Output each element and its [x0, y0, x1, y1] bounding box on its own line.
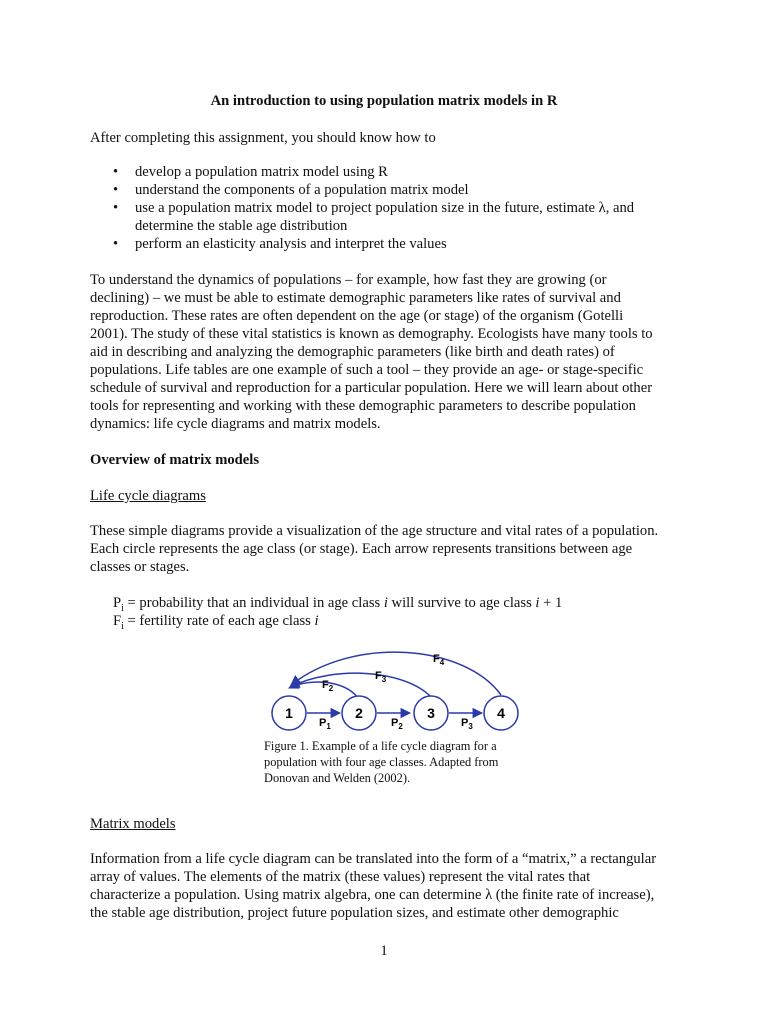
subsection-heading: Life cycle diagrams: [90, 488, 206, 504]
bullet-item: understand the components of a population matrix model: [135, 182, 469, 198]
survival-label: $P_2$: [391, 717, 403, 731]
subsection-heading: Matrix models: [90, 816, 176, 832]
paragraph-line: characterize a population. Using matrix algebra, one can determine λ (the finite rate of increase),: [90, 887, 655, 903]
bullet-item: perform an elasticity analysis and interpret the values: [135, 236, 447, 252]
paragraph-line: reproduction. These rates are often dependent on the age (or stage) of the organism (Gotelli: [90, 308, 624, 324]
bullet-item-continued: determine the stable age distribution: [135, 218, 348, 234]
paragraph-line: Information from a life cycle diagram can be translated into the form of a “matrix,” a rectangular: [90, 851, 657, 867]
definition-text: = probability that an individual in age class: [123, 595, 384, 611]
paragraph-line: declining) – we must be able to estimate demographic parameters like rates of survival and: [90, 290, 621, 306]
bullet-item: develop a population matrix model using R: [135, 164, 388, 180]
node-label: 3: [427, 705, 435, 721]
paragraph-line: Each circle represents the age class (or stage). Each arrow represents transitions between age: [90, 541, 633, 557]
age-class-node: [342, 696, 376, 730]
paragraph-line: aid in describing and analyzing the demographic parameters (like birth and death rates) of: [90, 344, 615, 360]
paragraph-line: the stable age distribution, project future population sizes, and estimate other demographic: [90, 905, 619, 921]
life-cycle-diagram: [255, 640, 535, 740]
bullet-item: use a population matrix model to project population size in the future, estimate λ, and: [135, 200, 635, 216]
paragraph-line: These simple diagrams provide a visualization of the age structure and vital rates of a population.: [90, 523, 659, 539]
variable: i: [383, 595, 388, 611]
age-class-node: [484, 696, 518, 730]
document-title: An introduction to using population matrix models in R: [210, 93, 558, 109]
page-number: 1: [380, 943, 388, 959]
age-class-node: [414, 696, 448, 730]
node-label: 1: [285, 705, 293, 721]
symbol-subscript: i: [121, 602, 124, 614]
fertility-label: $F_3$: [375, 670, 387, 684]
symbol-subscript: i: [121, 620, 124, 632]
node-label: 2: [355, 705, 363, 721]
figure-caption: population with four age classes. Adapted from: [264, 755, 499, 769]
section-heading: Overview of matrix models: [90, 452, 259, 468]
fertility-label: $F_4$: [433, 653, 445, 667]
symbol: F: [113, 613, 122, 629]
definition-text: + 1: [539, 595, 563, 611]
definition-fertility: [113, 612, 319, 636]
bullet-mark: •: [113, 182, 119, 198]
paragraph-line: schedule of survival and reproduction for a particular population. Here we will learn about other: [90, 380, 653, 396]
paragraph-line: To understand the dynamics of populations – for example, how fast they are growing (or: [90, 272, 607, 288]
paragraph-line: populations. Life tables are one example of such a tool – they provide an age- or stage-specific: [90, 362, 644, 378]
definition-text: will survive to age class: [387, 595, 536, 611]
bullet-mark: •: [113, 236, 119, 252]
bullet-mark: •: [113, 164, 119, 180]
intro-text: After completing this assignment, you should know how to: [90, 130, 436, 146]
paragraph-line: tools for representing and working with these demographic parameters to describe population: [90, 398, 636, 414]
fertility-arrow-f3: [290, 673, 431, 697]
paragraph-line: array of values. The elements of the matrix (these values) represent the vital rates that: [90, 869, 591, 885]
bullet-mark: •: [113, 200, 119, 216]
figure-caption: Donovan and Welden (2002).: [264, 771, 411, 785]
paragraph-line: 2001). The study of these vital statistics is known as demography. Ecologists have many tools to: [90, 326, 653, 342]
paragraph-line: classes or stages.: [90, 559, 190, 575]
survival-label: $P_3$: [461, 717, 473, 731]
definition-text: = fertility rate of each age class: [123, 613, 315, 629]
survival-label: $P_1$: [319, 717, 331, 731]
age-class-node: [272, 696, 306, 730]
variable: i: [535, 595, 540, 611]
figure-caption: Figure 1. Example of a life cycle diagram for a: [264, 739, 497, 753]
symbol: P: [113, 595, 122, 611]
variable: i: [314, 613, 319, 629]
fertility-label: $F_2$: [322, 679, 334, 693]
node-label: 4: [497, 705, 505, 721]
paragraph-line: dynamics: life cycle diagrams and matrix models.: [90, 416, 381, 432]
